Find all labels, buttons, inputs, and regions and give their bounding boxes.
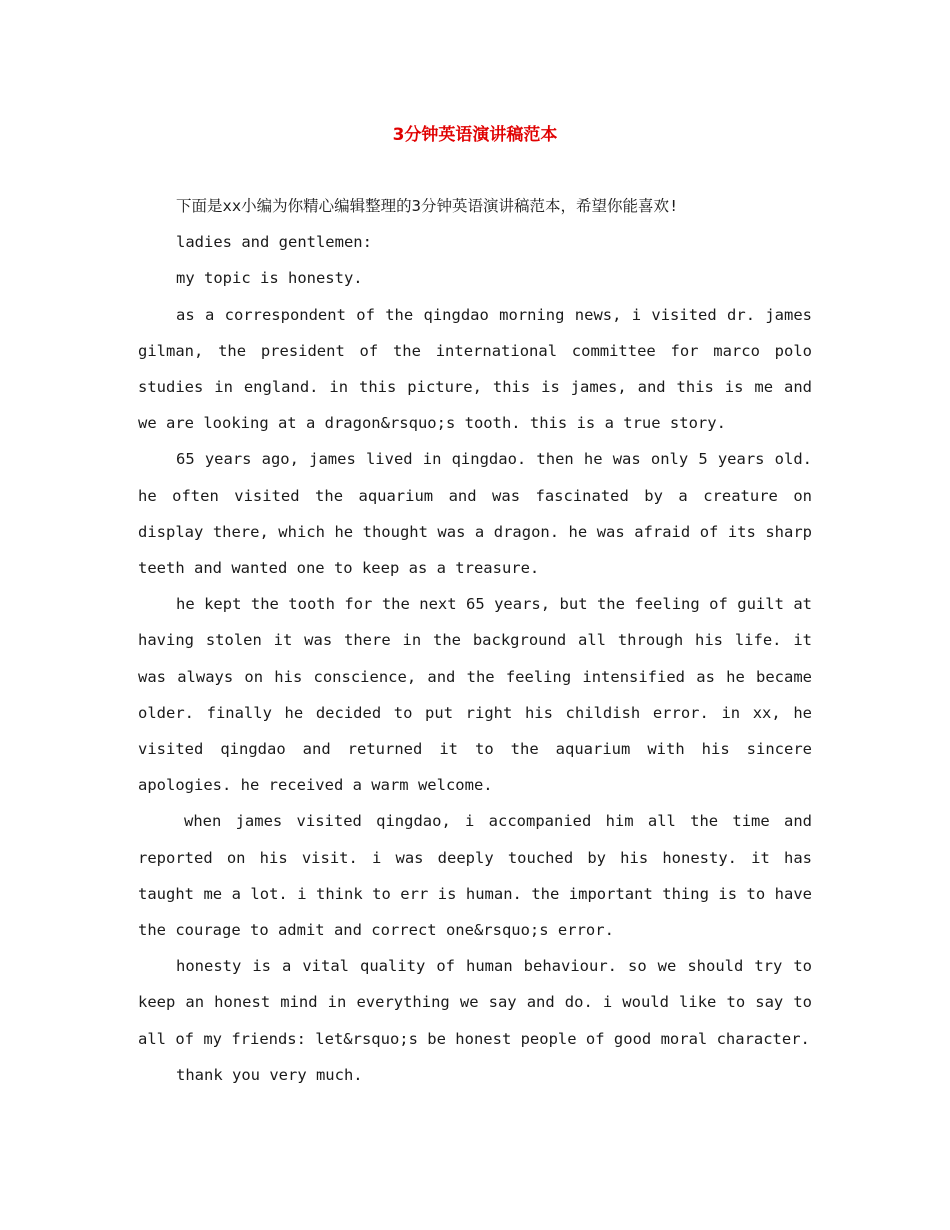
body-paragraph-1: as a correspondent of the qingdao morning news, i visited dr. james gilman, the president of the international committee for marco polo studies in england. in this picture, this is james, and this is me and we are looking at a dragon&rsquo;s tooth. this is a true story. (138, 305, 812, 433)
document-title: 3分钟英语演讲稿范本 (392, 125, 558, 145)
body-paragraph-3: he kept the tooth for the next 65 years, but the feeling of guilt at having stolen it was there in the background all through his life. it was always on his conscience, and the feeling intensified as he became older. finally he decided to put right his childish error. in xx, he visited qingdao and returned it to the aquarium with his sincere apologies. he received a warm welcome. (138, 595, 812, 795)
body-paragraph-5: honesty is a vital quality of human behaviour. so we should try to keep an honest mind in everything we say and do. i would like to say to all of my friends: let&rsquo;s be honest people of good moral character. (138, 957, 812, 1048)
topic-paragraph: my topic is honesty. (176, 269, 363, 288)
document-body (138, 188, 812, 1093)
intro-paragraph: 下面是xx小编为你精心编辑整理的3分钟英语演讲稿范本，希望你能喜欢! (176, 197, 679, 215)
body-paragraph-4: when james visited qingdao, i accompanied him all the time and reported on his visit. i was deeply touched by his honesty. it has taught me a lot. i think to err is human. the important thing is to have the courage to admit and correct one&rsquo;s error. (138, 812, 812, 940)
closing-paragraph: thank you very much. (176, 1065, 363, 1084)
body-paragraph-2: 65 years ago, james lived in qingdao. then he was only 5 years old. he often visited the aquarium and was fascinated by a creature on display there, which he thought was a dragon. he was afraid of its sharp teeth and wanted one to keep as a treasure. (138, 450, 812, 578)
greeting-paragraph: ladies and gentlemen: (176, 233, 372, 252)
